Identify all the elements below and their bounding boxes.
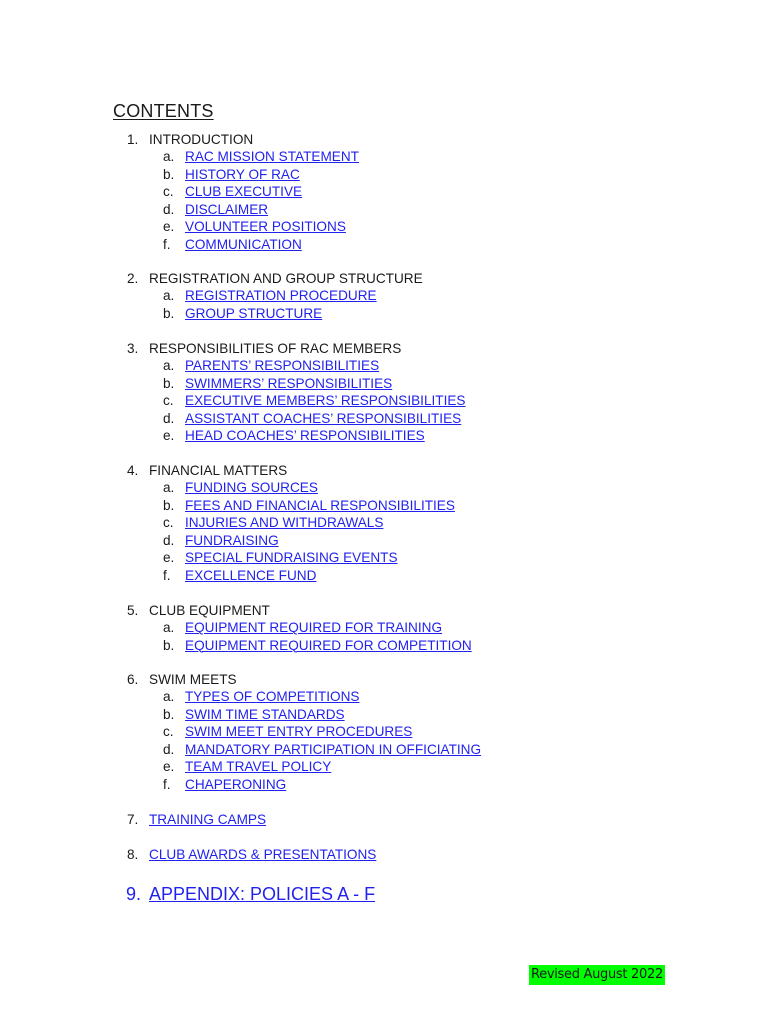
section-number: 2.	[127, 271, 139, 286]
item-letter: f.	[163, 567, 171, 583]
toc-item	[0, 637, 770, 654]
link-assistant-coaches-responsibilities[interactable]: ASSISTANT COACHES’ RESPONSIBILITIES	[185, 410, 462, 426]
item-letter: b.	[163, 305, 175, 321]
link-types-of-competitions[interactable]: TYPES OF COMPETITIONS	[185, 689, 360, 705]
link-team-travel-policy[interactable]: TEAM TRAVEL POLICY	[185, 759, 332, 775]
contents-heading: CONTENTS	[113, 101, 214, 121]
section-swim-meets	[0, 671, 770, 793]
toc-item	[0, 392, 770, 409]
item-letter: e.	[163, 759, 175, 775]
item-letter: c.	[163, 393, 174, 409]
section-introduction	[0, 131, 770, 253]
section-training-camps	[0, 811, 770, 828]
link-chaperoning[interactable]: CHAPERONING	[185, 776, 287, 792]
link-fundraising[interactable]: FUNDRAISING	[185, 532, 279, 548]
toc-item	[0, 410, 770, 427]
toc-item	[0, 776, 770, 793]
section-title: FINANCIAL MATTERS	[149, 463, 288, 478]
link-communication[interactable]: COMMUNICATION	[185, 236, 302, 252]
section-number: 7.	[127, 812, 139, 827]
section-number: 3.	[127, 341, 139, 356]
item-letter: b.	[163, 637, 175, 653]
item-letter: a.	[163, 149, 175, 165]
link-equipment-required-for-training[interactable]: EQUIPMENT REQUIRED FOR TRAINING	[185, 620, 443, 636]
toc-item	[0, 427, 770, 444]
toc-item	[0, 619, 770, 636]
link-history-of-rac[interactable]: HISTORY OF RAC	[185, 166, 300, 182]
toc-item	[0, 688, 770, 705]
link-excellence-fund[interactable]: EXCELLENCE FUND	[185, 567, 317, 583]
link-registration-procedure[interactable]: REGISTRATION PROCEDURE	[185, 288, 377, 304]
item-letter: c.	[163, 724, 174, 740]
link-swimmers-responsibilities[interactable]: SWIMMERS’ RESPONSIBILITIES	[185, 375, 393, 391]
section-number: 5.	[127, 603, 139, 618]
link-appendix-policies[interactable]: APPENDIX: POLICIES A - F	[149, 884, 376, 904]
section-appendix	[0, 882, 770, 906]
toc-item	[0, 741, 770, 758]
link-executive-members-responsibilities[interactable]: EXECUTIVE MEMBERS’ RESPONSIBILITIES	[185, 393, 466, 409]
toc-item	[0, 357, 770, 374]
toc-item	[0, 375, 770, 392]
item-letter: b.	[163, 706, 175, 722]
toc-item	[0, 183, 770, 200]
revised-date-note: Revised August 2022	[529, 965, 665, 985]
item-letter: f.	[163, 776, 171, 792]
toc-item	[0, 549, 770, 566]
link-head-coaches-responsibilities[interactable]: HEAD COACHES’ RESPONSIBILITIES	[185, 428, 425, 444]
toc-item	[0, 723, 770, 740]
section-number: 8.	[127, 847, 139, 862]
item-letter: c.	[163, 184, 174, 200]
section-header	[0, 602, 770, 619]
link-club-executive[interactable]: CLUB EXECUTIVE	[185, 184, 303, 200]
link-injuries-and-withdrawals[interactable]: INJURIES AND WITHDRAWALS	[185, 515, 384, 531]
link-swim-time-standards[interactable]: SWIM TIME STANDARDS	[185, 706, 345, 722]
section-responsibilities	[0, 340, 770, 445]
item-letter: b.	[163, 166, 175, 182]
appendix-number: 9.	[126, 884, 142, 904]
toc-item	[0, 479, 770, 496]
item-letter: d.	[163, 741, 175, 757]
item-letter: e.	[163, 428, 175, 444]
toc-item	[0, 201, 770, 218]
section-financial-matters	[0, 462, 770, 584]
toc-item	[0, 532, 770, 549]
toc-item	[0, 514, 770, 531]
toc-item	[0, 305, 770, 322]
section-title: RESPONSIBILITIES OF RAC MEMBERS	[149, 341, 402, 356]
item-letter: f.	[163, 236, 171, 252]
link-special-fundraising-events[interactable]: SPECIAL FUNDRAISING EVENTS	[185, 550, 398, 566]
toc-item	[0, 706, 770, 723]
item-letter: c.	[163, 515, 174, 531]
toc-item	[0, 218, 770, 235]
item-letter: b.	[163, 375, 175, 391]
section-registration	[0, 270, 770, 322]
link-disclaimer[interactable]: DISCLAIMER	[185, 201, 269, 217]
section-header	[0, 671, 770, 688]
toc-item	[0, 148, 770, 165]
link-rac-mission-statement[interactable]: RAC MISSION STATEMENT	[185, 149, 359, 165]
item-letter: a.	[163, 620, 175, 636]
link-group-structure[interactable]: GROUP STRUCTURE	[185, 305, 323, 321]
item-letter: a.	[163, 288, 175, 304]
link-club-awards-presentations[interactable]: CLUB AWARDS & PRESENTATIONS	[149, 847, 377, 862]
section-title: SWIM MEETS	[149, 672, 237, 687]
item-letter: a.	[163, 480, 175, 496]
link-fees-and-financial-responsibilities[interactable]: FEES AND FINANCIAL RESPONSIBILITIES	[185, 497, 455, 513]
item-letter: b.	[163, 497, 175, 513]
item-letter: a.	[163, 689, 175, 705]
item-letter: d.	[163, 532, 175, 548]
section-number: 6.	[127, 672, 139, 687]
item-letter: e.	[163, 219, 175, 235]
toc-item	[0, 166, 770, 183]
section-header	[0, 462, 770, 479]
section-header	[0, 811, 770, 828]
item-letter: d.	[163, 410, 175, 426]
section-title: CLUB EQUIPMENT	[149, 603, 270, 618]
section-header	[0, 340, 770, 357]
link-swim-meet-entry-procedures[interactable]: SWIM MEET ENTRY PROCEDURES	[185, 724, 413, 740]
link-volunteer-positions[interactable]: VOLUNTEER POSITIONS	[185, 219, 346, 235]
link-equipment-required-for-competition[interactable]: EQUIPMENT REQUIRED FOR COMPETITION	[185, 637, 472, 653]
toc-item	[0, 567, 770, 584]
link-funding-sources[interactable]: FUNDING SOURCES	[185, 480, 318, 496]
item-letter: d.	[163, 201, 175, 217]
link-parents-responsibilities[interactable]: PARENTS’ RESPONSIBILITIES	[185, 358, 380, 374]
section-club-awards	[0, 846, 770, 863]
section-header	[0, 846, 770, 863]
section-header	[0, 270, 770, 287]
section-club-equipment	[0, 602, 770, 654]
toc-item	[0, 236, 770, 253]
toc-item	[0, 287, 770, 304]
item-letter: e.	[163, 550, 175, 566]
toc-item	[0, 497, 770, 514]
link-training-camps[interactable]: TRAINING CAMPS	[149, 812, 267, 827]
section-header	[0, 131, 770, 148]
section-number: 4.	[127, 463, 139, 478]
section-title: INTRODUCTION	[149, 132, 254, 147]
item-letter: a.	[163, 358, 175, 374]
toc-item	[0, 758, 770, 775]
section-number: 1.	[127, 132, 139, 147]
link-mandatory-participation-in-officiating[interactable]: MANDATORY PARTICIPATION IN OFFICIATING	[185, 741, 482, 757]
section-title: REGISTRATION AND GROUP STRUCTURE	[149, 271, 423, 286]
